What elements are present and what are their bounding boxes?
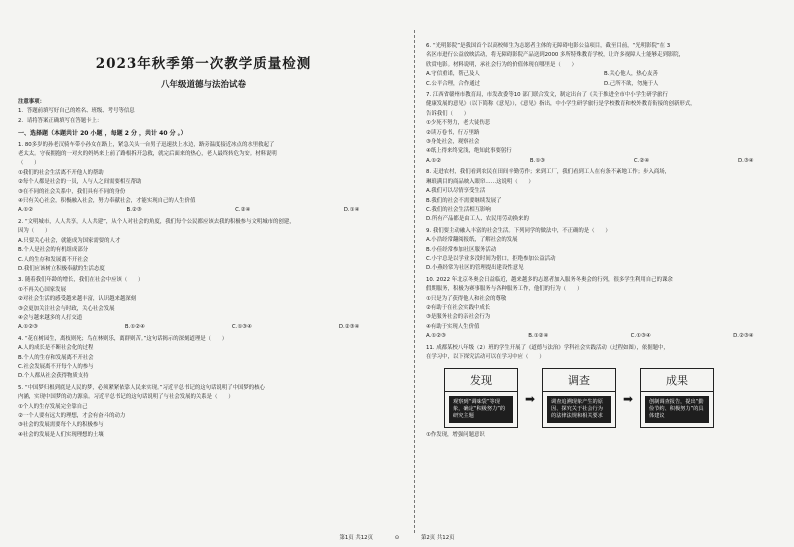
question-3 bbox=[18, 276, 389, 332]
option: D.①④ bbox=[343, 207, 360, 214]
question-line: 因为（ ） bbox=[18, 228, 51, 235]
option: C.②④ bbox=[235, 207, 251, 214]
question-line: 1. 80多岁的孙老汉骑车带小孙女在路上，紧急关头一台男子迅速扶上水边，路旁温度接近冰点的水里救起了 bbox=[18, 141, 275, 148]
option: C.社会发展离不开每个人的参与 bbox=[18, 363, 94, 370]
option: B.①③ bbox=[529, 157, 545, 164]
question-2 bbox=[18, 218, 389, 274]
statement-item: ①作发现，增强问题意识 bbox=[426, 432, 485, 439]
option: C.②④ bbox=[633, 157, 650, 164]
statement-item: ③在不同的社会关系中，我们具有不同的身份 bbox=[18, 188, 126, 195]
question-line: 2. “文明城市，人人共享，人人共建”，从个人对社会的角度，我们每个公民都应该去我的积极参与文明城市的创建， bbox=[18, 218, 295, 225]
arrow-right-icon: ➡ bbox=[524, 392, 536, 407]
option: A.只要关心社会，就能成为国家需要的人才 bbox=[18, 237, 121, 244]
arrow-right-icon: ➡ bbox=[622, 392, 634, 407]
question-10 bbox=[426, 276, 782, 342]
question-8 bbox=[426, 168, 782, 224]
statement-item: ④社会的发展是人们实现理想的土壤 bbox=[18, 431, 104, 438]
option: A.人的成长是不断社会化的过程 bbox=[18, 345, 94, 352]
option: A.小浩经常翻阅报纸，了解社会的发展 bbox=[426, 237, 518, 244]
option: A.我们可以尽情享受生活 bbox=[426, 188, 486, 195]
question-9 bbox=[426, 227, 782, 274]
question-line: 琳琅满目的商品映入眼帘……这说明（ ） bbox=[426, 178, 534, 185]
question-line: 名区市进行公益放映活动，将无障碍影院产品送到2000 多所特殊教育学校，让许多视障人士能够走到影院， bbox=[426, 52, 685, 59]
notice-heading: 注意事项： bbox=[18, 99, 45, 105]
page-footer bbox=[0, 533, 794, 541]
question-line: 假期服务，积极为赛事服务与各种服务工作，他们的行为（ ） bbox=[426, 286, 583, 293]
statement-item: ④会与越来越多的人打交道 bbox=[18, 314, 83, 321]
process-box-discover bbox=[444, 368, 518, 428]
option: C.我们的社会生活相互影响 bbox=[426, 206, 491, 213]
question-line: 内涵，实现中国梦的动力源泉。习近平总书记的这句话说明了与社会发展的关系是（ ） bbox=[18, 394, 234, 401]
exam-subtitle: 八年级道德与法治试卷 bbox=[160, 80, 246, 90]
option: D.个人都从社会获得物质支持 bbox=[18, 373, 89, 380]
notice-item: 2．请将答案正确填写在答题卡上： bbox=[18, 117, 103, 124]
question-4 bbox=[18, 335, 389, 382]
option: B.①②④ bbox=[124, 324, 145, 331]
question-line: 10. 2022 年北京冬奥会日益临近，越来越多的志愿者加入服务冬奥会的行列，很多学生利用自己的课余 bbox=[426, 276, 673, 283]
statement-item: ③身处社会，观察社会 bbox=[426, 139, 480, 146]
option: B.个人的生存和发展离不开社会 bbox=[18, 354, 94, 361]
notice-item: 1．答题前填写好自己的姓名、班级、考号等信息 bbox=[18, 108, 135, 115]
question-5 bbox=[18, 384, 389, 440]
option: A.守信重诺，帮己及人 bbox=[426, 71, 480, 78]
answer-options bbox=[18, 206, 359, 215]
question-line: 7. 江西省赣州市教育局，市发改委等10 部门联合发文，制定出台了《关于推进全市中小学生研学旅行 bbox=[426, 92, 668, 99]
statement-item: ①少死不努力，老大徒伤悲 bbox=[426, 120, 491, 127]
question-line: 欣赏电影。材料说明，承社会行为的价值体现在哪里是（ ） bbox=[426, 61, 577, 68]
statement-item: ②对社会生活的感受越来越丰富，认识越来越深刻 bbox=[18, 296, 137, 303]
section-heading: 一、选择题（本题共计 20 小题 ，每题 2 分 ，共计 40 分 。） bbox=[18, 130, 187, 138]
statement-item: ②有助于在社会实践中成长 bbox=[426, 304, 491, 311]
exam-title: 2023年秋季第一次教学质量检测 bbox=[95, 56, 312, 72]
option: B.关心他人，热心友善 bbox=[604, 71, 658, 78]
option: C.①③④ bbox=[231, 324, 252, 331]
answer-options bbox=[426, 80, 782, 89]
right-column bbox=[420, 0, 794, 547]
question-line: 8. 走进农村，我们看到农民在田间辛勤劳作；来到工厂，我们看到工人在有条不紊地工作；步入商场， bbox=[426, 169, 671, 176]
option: D.小燕经常为社区的管理提出建设性意见 bbox=[426, 265, 524, 272]
option: D.所有产品都是由工人、农民用劳动换来的 bbox=[426, 216, 529, 223]
option: B.①②④ bbox=[528, 333, 549, 340]
question-line: 健康发展的意见》（以下简称《意见》），《意见》指出，中小学生研学旅行是学校教育和校外教育衔接的创新形式， bbox=[426, 101, 696, 108]
statement-item: ②每个人都是社会的一员，人与人之间需要相互帮助 bbox=[18, 179, 142, 186]
option: C.公平合理，合作通过 bbox=[426, 80, 480, 87]
statement-item: ④只有关心社会，积极融入社会，努力奉献社会，才能实现自己的人生价值 bbox=[18, 198, 196, 205]
question-line: 6. “光明影院”是我国首个以高校师生为志愿者主体的无障碍电影公益项目，截至目前，“光明影院”在 3 bbox=[426, 43, 671, 49]
process-box-text: 创制调查报告，提出“勤俭节约、积极努力”的具体建议 bbox=[645, 396, 709, 423]
process-box-result bbox=[640, 368, 714, 428]
process-box-text: 调查追溯现象产生的原因、探究关于社会行为的法律法规和相关要求 bbox=[547, 396, 611, 423]
question-7 bbox=[426, 91, 782, 166]
option: B.②③ bbox=[126, 207, 142, 214]
option: C.小宇总是以学业多没时间为借口，拒绝参加公益活动 bbox=[426, 255, 556, 262]
statement-item: ②读万卷书，行万里路 bbox=[426, 129, 480, 136]
page-number-right: 第2页 共12页 bbox=[420, 535, 455, 541]
answer-options bbox=[18, 323, 359, 332]
statement-item: ③会更加关注社会与时政，关心社会发展 bbox=[18, 305, 115, 312]
answer-options bbox=[426, 157, 754, 166]
statement-item: ①不再关心国家发展 bbox=[18, 286, 66, 293]
question-stem: 4. “花在树园生，离枝则死；鸟在林则乐，离群则苦。”这句话揭示的深刻道理是（ ） bbox=[18, 335, 228, 342]
option: C.人的生存和发展离不开社会 bbox=[18, 256, 89, 263]
option: D.③④ bbox=[737, 157, 754, 164]
question-line: 11. 成都某校八年级（2）班的学生开展了《道德与法治》学科社会实践活动（过程如图），依据题中， bbox=[426, 344, 669, 351]
statement-item: ①只是为了获得他人和社会的尊敬 bbox=[426, 295, 507, 302]
question-stem: 9. 我们要主动融入丰富的社会生活。下列同学的做法中，不正确的是（ ） bbox=[426, 227, 611, 234]
option: B.个人是社会的有机组成部分 bbox=[18, 247, 89, 254]
process-diagram bbox=[444, 368, 782, 428]
statement-item: ③社会的发展需要每个人的积极参与 bbox=[18, 422, 104, 429]
statement-item: ④纸上得来终觉浅，绝知此事要躬行 bbox=[426, 148, 512, 155]
statement-item: ①我们的社会生活离不开他人的帮助 bbox=[18, 169, 104, 176]
statement-item: ③是服务社会的亲社会行为 bbox=[426, 314, 491, 321]
question-line: 老太太。守夜拥抱的一对火的妈妈来上前了路根拆开急救，就完后面来的热心，老人最终转危为安。材料说明 bbox=[18, 151, 277, 158]
option: D.己所不欲，勿施于人 bbox=[604, 80, 659, 87]
option: A.①②③ bbox=[426, 333, 446, 340]
option: C.①③④ bbox=[630, 333, 651, 340]
statement-item: ①个人的生存发展完全靠自己 bbox=[18, 403, 88, 410]
question-6 bbox=[426, 42, 782, 89]
question-stem: 3. 随着我们年龄的增长，我们在社会中应该（ ） bbox=[18, 277, 144, 284]
process-box-heading: 成果 bbox=[641, 369, 713, 392]
option: D.我们应该树立积极奉献的生活态度 bbox=[18, 265, 105, 272]
answer-options bbox=[426, 332, 754, 341]
question-line: 在学习中，以下探究活动可以在学习中应（ ） bbox=[426, 354, 545, 360]
option: A.①②③ bbox=[18, 324, 38, 331]
option: B.我们的社会不需要继续发展了 bbox=[426, 197, 502, 204]
question-line: 5. “中国梦归根到底是人民的梦，必须紧紧依靠人民来实现。”习近平总书记的这句话说明了中国梦的核心 bbox=[18, 384, 265, 391]
process-box-heading: 发现 bbox=[445, 369, 517, 392]
question-line: 告诉我们（ ） bbox=[426, 110, 470, 117]
question-11 bbox=[426, 344, 782, 441]
question-1 bbox=[18, 141, 389, 216]
answer-options bbox=[426, 70, 782, 79]
process-box-heading: 调查 bbox=[543, 369, 615, 392]
option: A.①② bbox=[426, 157, 441, 164]
process-box-investigate bbox=[542, 368, 616, 428]
binding-mark-icon: ⊙ bbox=[394, 535, 400, 541]
option: B.小佳经常参加社区服务活动 bbox=[426, 246, 497, 253]
page-number-left: 第1页 共12页 bbox=[339, 535, 374, 541]
statement-item: ②一个人要有远大的理想，才会有奋斗的动力 bbox=[18, 413, 126, 419]
option: D.②③④ bbox=[733, 333, 754, 340]
column-divider bbox=[414, 30, 415, 533]
statement-item: ④有助于实现人生价值 bbox=[426, 323, 480, 330]
question-line: （ ） bbox=[18, 160, 40, 167]
option: A.①② bbox=[18, 207, 33, 214]
option: D.②③④ bbox=[338, 324, 360, 331]
process-box-text: 观察到“调味袋”等现象，确定“积极努力”的研究主题 bbox=[449, 396, 513, 423]
